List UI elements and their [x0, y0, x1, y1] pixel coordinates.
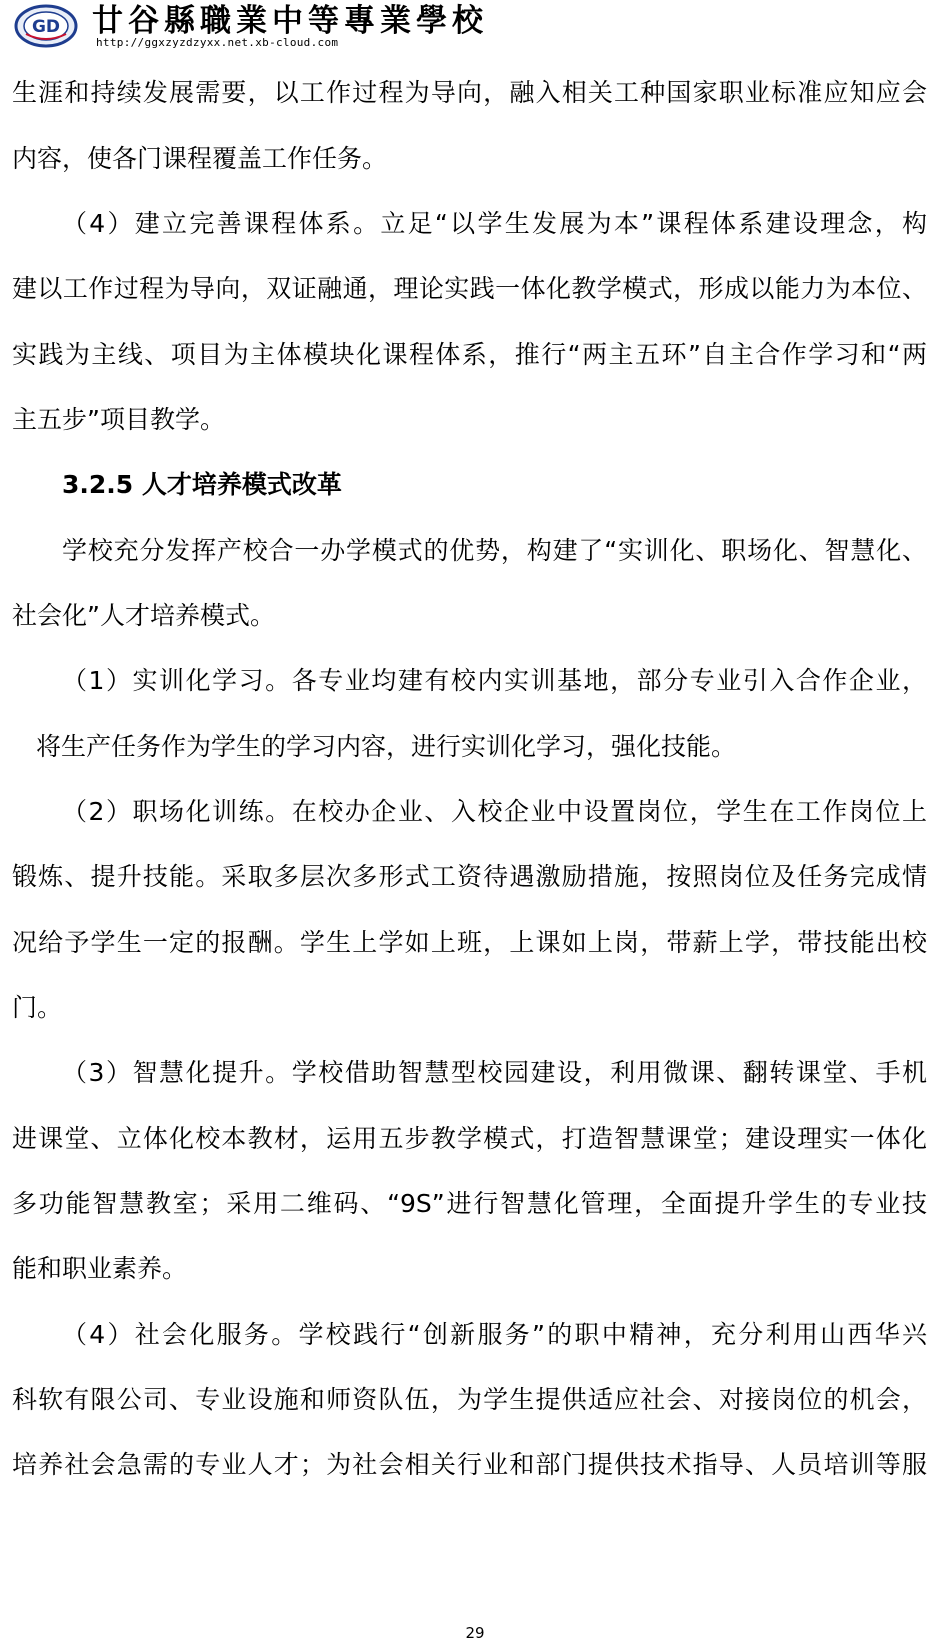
body-line: 学校充分发挥产校合一办学模式的优势，构建了“实训化、职场化、智慧化、	[62, 536, 927, 565]
body-line: 进课堂、立体化校本教材，运用五步教学模式，打造智慧课堂；建设理实一体化	[12, 1124, 927, 1153]
body-line: （2）职场化训练。在校办企业、入校企业中设置岗位，学生在工作岗位上	[62, 797, 927, 826]
body-line: （1）实训化学习。各专业均建有校内实训基地，部分专业引入合作企业，	[62, 666, 927, 695]
body-line: 生涯和持续发展需要，以工作过程为导向，融入相关工种国家职业标准应知应会	[12, 78, 927, 107]
body-line: 况给予学生一定的报酬。学生上学如上班，上课如上岗，带薪上学，带技能出校	[12, 928, 927, 957]
page-header	[12, 4, 912, 48]
body-line: 科软有限公司、专业设施和师资队伍，为学生提供适应社会、对接岗位的机会，	[12, 1385, 927, 1414]
body-line: 主五步”项目教学。	[12, 405, 225, 434]
school-url: http://ggxzyzdzyxx.net.xb-cloud.com	[96, 36, 339, 49]
body-line: 将生产任务作为学生的学习内容，进行实训化学习，强化技能。	[36, 732, 737, 761]
section-heading: 3.2.5 人才培养模式改革	[62, 470, 342, 499]
body-line: （4）建立完善课程体系。立足“以学生发展为本”课程体系建设理念，构	[62, 209, 927, 238]
body-line: 培养社会急需的专业人才；为社会相关行业和部门提供技术指导、人员培训等服	[12, 1450, 927, 1479]
body-line: 多功能智慧教室；采用二维码、“9S”进行智慧化管理，全面提升学生的专业技	[12, 1189, 927, 1218]
body-line: 锻炼、提升技能。采取多层次多形式工资待遇激励措施，按照岗位及任务完成情	[12, 862, 927, 891]
svg-text:GD: GD	[31, 17, 61, 37]
body-line: 社会化”人才培养模式。	[12, 601, 275, 630]
school-logo-icon	[14, 4, 78, 48]
body-line: 建以工作过程为导向，双证融通，理论实践一体化教学模式，形成以能力为本位、	[12, 274, 927, 303]
body-line: 实践为主线、项目为主体模块化课程体系，推行“两主五环”自主合作学习和“两	[12, 340, 927, 369]
body-line: 能和职业素养。	[12, 1254, 188, 1283]
school-name: 廿谷縣職業中等專業學校	[92, 3, 488, 39]
body-line: 门。	[12, 993, 63, 1022]
body-line: （3）智慧化提升。学校借助智慧型校园建设，利用微课、翻转课堂、手机	[62, 1058, 927, 1087]
page-number: 29	[465, 1624, 485, 1642]
body-line: （4）社会化服务。学校践行“创新服务”的职中精神，充分利用山西华兴	[62, 1320, 927, 1349]
body-line: 内容，使各门课程覆盖工作任务。	[12, 144, 388, 173]
